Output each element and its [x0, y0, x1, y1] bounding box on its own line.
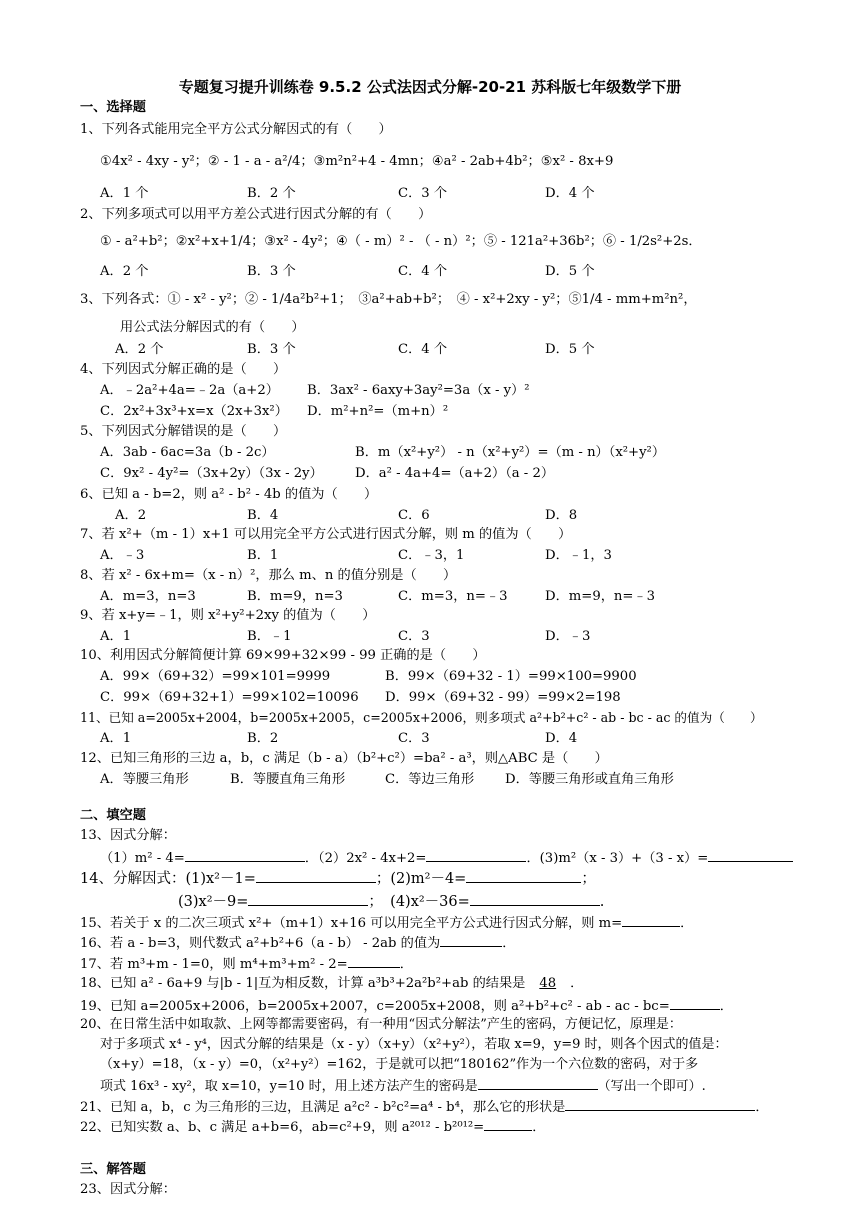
q15: 15、若关于 x 的二次三项式 x²+（m+1）x+16 可以用完全平方公式进行因式分解，则 m= ．	[80, 912, 693, 934]
q8-opt-d: D．m=9，n=﹣3	[545, 589, 656, 604]
q1-opt-a: A．1 个	[100, 186, 149, 201]
q11-opt-a: A．1	[100, 731, 132, 746]
q10-stem: 10、利用因式分解简便计算 69×99+32×99 - 99 正确的是（ ）	[80, 648, 486, 663]
q14-p4: ； (4)x²－36=	[368, 894, 470, 910]
q15-blank[interactable]	[622, 912, 680, 927]
q21-text: 21、已知 a，b，c 为三角形的三边，且满足 a²c² - b²c²=a⁴ - b⁴，那么它的形状是	[80, 1100, 566, 1115]
q8-opt-b: B．m=9，n=3	[247, 589, 343, 604]
q13-blank1[interactable]	[185, 847, 305, 862]
q12-opt-d: D．等腰三角形或直角三角形	[505, 772, 674, 787]
q1-opt-d: D．4 个	[545, 186, 595, 201]
q5-stem: 5、下列因式分解错误的是（ ）	[80, 424, 287, 439]
q12-opt-c: C．等边三角形	[385, 772, 475, 787]
q16: 16、若 a - b=3，则代数式 a²+b²+6（a - b） - 2ab 的值为 ．	[80, 932, 515, 954]
q13-part3-text: ．(3)m²（x - 3）+（3 - x）=	[526, 851, 709, 866]
q8-stem: 8、若 x² - 6x+m=（x - n）²，那么 m、n 的值分别是（ ）	[80, 568, 457, 583]
q22: 22、已知实数 a、b、c 满足 a+b=6，ab=c²+9，则 a²⁰¹² - b²⁰¹²= ．	[80, 1116, 545, 1138]
q8-opt-a: A．m=3，n=3	[100, 589, 196, 604]
q2-opt-d: D．5 个	[545, 264, 595, 279]
q14-p3: (3)x²－9=	[178, 894, 249, 910]
section-choice: 一、选择题	[80, 100, 146, 115]
q6-opt-c: C．6	[398, 508, 430, 523]
q22-text: 22、已知实数 a、b、c 满足 a+b=6，ab=c²+9，则 a²⁰¹² - b²⁰¹²=	[80, 1120, 485, 1135]
q19-text: 19、已知 a=2005x+2006，b=2005x+2007，c=2005x+2008，则 a²+b²+c² - ab - ac - bc=	[80, 999, 670, 1014]
q7-opt-a: A．﹣3	[100, 548, 145, 563]
q16-text: 16、若 a - b=3，则代数式 a²+b²+6（a - b） - 2ab 的值为	[80, 936, 441, 951]
q15-text: 15、若关于 x 的二次三项式 x²+（m+1）x+16 可以用完全平方公式进行因式分解，则 m=	[80, 916, 623, 931]
q5-opt-b: B．m（x²+y²） - n（x²+y²）=（m - n）（x²+y²）	[355, 445, 666, 460]
q2-opt-a: A．2 个	[100, 264, 149, 279]
q10-opt-b: B．99×（69+32 - 1）=99×100=9900	[385, 669, 637, 684]
q3-opt-a: A．2 个	[115, 342, 164, 357]
page-title: 专题复习提升训练卷 9.5.2 公式法因式分解-20-21 苏科版七年级数学下册	[178, 78, 682, 96]
q6-opt-d: D．8	[545, 508, 578, 523]
q20-blank[interactable]	[478, 1075, 598, 1090]
q23-stem: 23、因式分解：	[80, 1182, 176, 1197]
q18-text: 18、已知 a² - 6a+9 与|b - 1|互为相反数，计算 a³b³+2a²b²+ab 的结果是	[80, 976, 526, 991]
q10-opt-c: C．99×（69+32+1）=99×102=10096	[100, 690, 359, 705]
q17: 17、若 m³+m - 1=0，则 m⁴+m³+m² - 2= ．	[80, 953, 413, 975]
q16-blank[interactable]	[440, 932, 502, 947]
q9-opt-a: A．1	[100, 629, 132, 644]
q14-blank2[interactable]	[466, 868, 581, 883]
q14-stem: 14、分解因式：(1)x²－1=	[80, 871, 256, 887]
q14-sep: ；	[581, 871, 596, 887]
q1-items: ①4x² - 4xy - y²；② - 1 - a - a²/4；③m²n²+4 - 4mn；④a² - 2ab+4b²；⑤x² - 8x+9	[100, 154, 614, 169]
q20-line3: （x+y）=18，（x - y）=0，（x²+y²）=162，于是就可以把“180162”作为一个六位数的密码，对于多	[100, 1057, 699, 1072]
q4-stem: 4、下列因式分解正确的是（ ）	[80, 362, 287, 377]
q14-end: .	[599, 894, 605, 910]
q11-opt-b: B．2	[247, 731, 279, 746]
q11-opt-c: C．3	[398, 731, 430, 746]
q7-opt-d: D．﹣1，3	[545, 548, 612, 563]
q21-blank[interactable]	[565, 1096, 755, 1111]
q6-opt-a: A．2	[115, 508, 147, 523]
q4-opt-b: B．3ax² - 6axy+3ay²=3a（x - y）²	[307, 383, 530, 398]
q12-opt-a: A．等腰三角形	[100, 772, 189, 787]
q6-stem: 6、已知 a - b=2，则 a² - b² - 4b 的值为（ ）	[80, 487, 378, 502]
q13-blank2[interactable]	[426, 847, 526, 862]
q19: 19、已知 a=2005x+2006，b=2005x+2007，c=2005x+2008，则 a²+b²+c² - ab - ac - bc= ．	[80, 995, 733, 1017]
q7-opt-c: C．﹣3，1	[398, 548, 465, 563]
q10-opt-a: A．99×（69+32）=99×101=9999	[100, 669, 331, 684]
q5-opt-d: D．a² - 4a+4=（a+2）（a - 2）	[355, 466, 555, 481]
q13-stem: 13、因式分解：	[80, 828, 176, 843]
q2-opt-c: C．4 个	[398, 264, 448, 279]
q12-opt-b: B．等腰直角三角形	[230, 772, 346, 787]
q3-stem: 3、下列各式：① - x² - y²；② - 1/4a²b²+1； ③a²+ab+b²； ④ - x²+2xy - y²；⑤1/4 - mm+m²n²，	[80, 292, 697, 307]
q4-opt-d: D．m²+n²=（m+n）²	[307, 404, 449, 419]
q1-stem: 1、下列各式能用完全平方公式分解因式的有（ ）	[80, 122, 392, 137]
q9-opt-b: B．﹣1	[247, 629, 292, 644]
q1-opt-c: C．3 个	[398, 186, 448, 201]
q14-blank4[interactable]	[470, 891, 600, 906]
q9-opt-d: D．﹣3	[545, 629, 591, 644]
q2-items: ① - a²+b²；②x²+x+1/4；③x² - 4y²；④（ - m）² - （ - n）²；⑤ - 121a²+36b²；⑥ - 1/2s²+2s．	[100, 234, 702, 249]
q17-blank[interactable]	[348, 953, 400, 968]
q10-opt-d: D．99×（69+32 - 99）=99×2=198	[385, 690, 621, 705]
q20-line1: 20、在日常生活中如取款、上网等都需要密码，有一种用“因式分解法”产生的密码，方便记忆，原理是：	[80, 1017, 682, 1032]
q1-opt-b: B．2 个	[247, 186, 296, 201]
q20-line4-text: 项式 16x³ - xy²，取 x=10，y=10 时，用上述方法产生的密码是	[100, 1079, 478, 1094]
q14-line1	[80, 868, 596, 889]
q3-opt-d: D．5 个	[545, 342, 595, 357]
q3-sub: 用公式法分解因式的有（ ）	[120, 320, 305, 335]
q9-stem: 9、若 x+y=﹣1，则 x²+y²+2xy 的值为（ ）	[80, 608, 376, 623]
q14-blank3[interactable]	[248, 891, 368, 906]
q13-part2-text: ．（2）2x² - 4x+2=	[304, 851, 427, 866]
q18-answer: 48	[539, 976, 557, 991]
q14-p2: ；(2)m²－4=	[375, 871, 467, 887]
q13-blank3[interactable]	[708, 847, 793, 862]
q3-opt-c: C．4 个	[398, 342, 448, 357]
q8-opt-c: C．m=3，n=﹣3	[398, 589, 508, 604]
q20-line2: 对于多项式 x⁴ - y⁴，因式分解的结果是（x - y）（x+y）（x²+y²），若取 x=9，y=9 时，则各个因式的值是：	[100, 1037, 728, 1052]
section-fill: 二、填空题	[80, 808, 146, 823]
q7-stem: 7、若 x²+（m - 1）x+1 可以用完全平方公式进行因式分解，则 m 的值为（ ）	[80, 527, 572, 542]
section-answer: 三、解答题	[80, 1162, 146, 1177]
q20-line4	[100, 1075, 706, 1097]
q11-opt-d: D．4	[545, 731, 578, 746]
q21: 21、已知 a，b，c 为三角形的三边，且满足 a²c² - b²c²=a⁴ - b⁴，那么它的形状是 ．	[80, 1096, 769, 1118]
q12-stem: 12、已知三角形的三边 a，b，c 满足（b - a）（b²+c²）=ba² - a³，则△ABC 是（ ）	[80, 751, 608, 766]
q17-text: 17、若 m³+m - 1=0，则 m⁴+m³+m² - 2=	[80, 957, 348, 972]
q19-blank[interactable]	[670, 995, 720, 1010]
q5-opt-a: A．3ab - 6ac=3a（b - 2c）	[100, 445, 275, 460]
q14-line2	[178, 891, 604, 912]
q3-opt-b: B．3 个	[247, 342, 296, 357]
q4-opt-c: C．2x²+3x³+x=x（2x+3x²）	[100, 404, 288, 419]
q22-blank[interactable]	[484, 1116, 532, 1131]
q13-part1	[100, 847, 793, 869]
q7-opt-b: B．1	[247, 548, 279, 563]
q13-part1-text: （1）m² - 4=	[100, 851, 185, 866]
q9-opt-c: C．3	[398, 629, 430, 644]
q4-opt-a: A．﹣2a²+4a=﹣2a（a+2）	[100, 383, 279, 398]
q18: 18、已知 a² - 6a+9 与|b - 1|互为相反数，计算 a³b³+2a²b²+ab 的结果是 48 ．	[80, 976, 584, 991]
q20-line4-end: （写出一个即可）.	[597, 1079, 706, 1094]
q14-blank1[interactable]	[256, 868, 376, 883]
q11-stem: 11、已知 a=2005x+2004，b=2005x+2005，c=2005x+2006，则多项式 a²+b²+c² - ab - bc - ac 的值为（ ）	[80, 710, 763, 725]
q6-opt-b: B．4	[247, 508, 279, 523]
q5-opt-c: C．9x² - 4y²=（3x+2y）（3x - 2y）	[100, 466, 323, 481]
q2-stem: 2、下列多项式可以用平方差公式进行因式分解的有（ ）	[80, 207, 432, 222]
q2-opt-b: B．3 个	[247, 264, 296, 279]
